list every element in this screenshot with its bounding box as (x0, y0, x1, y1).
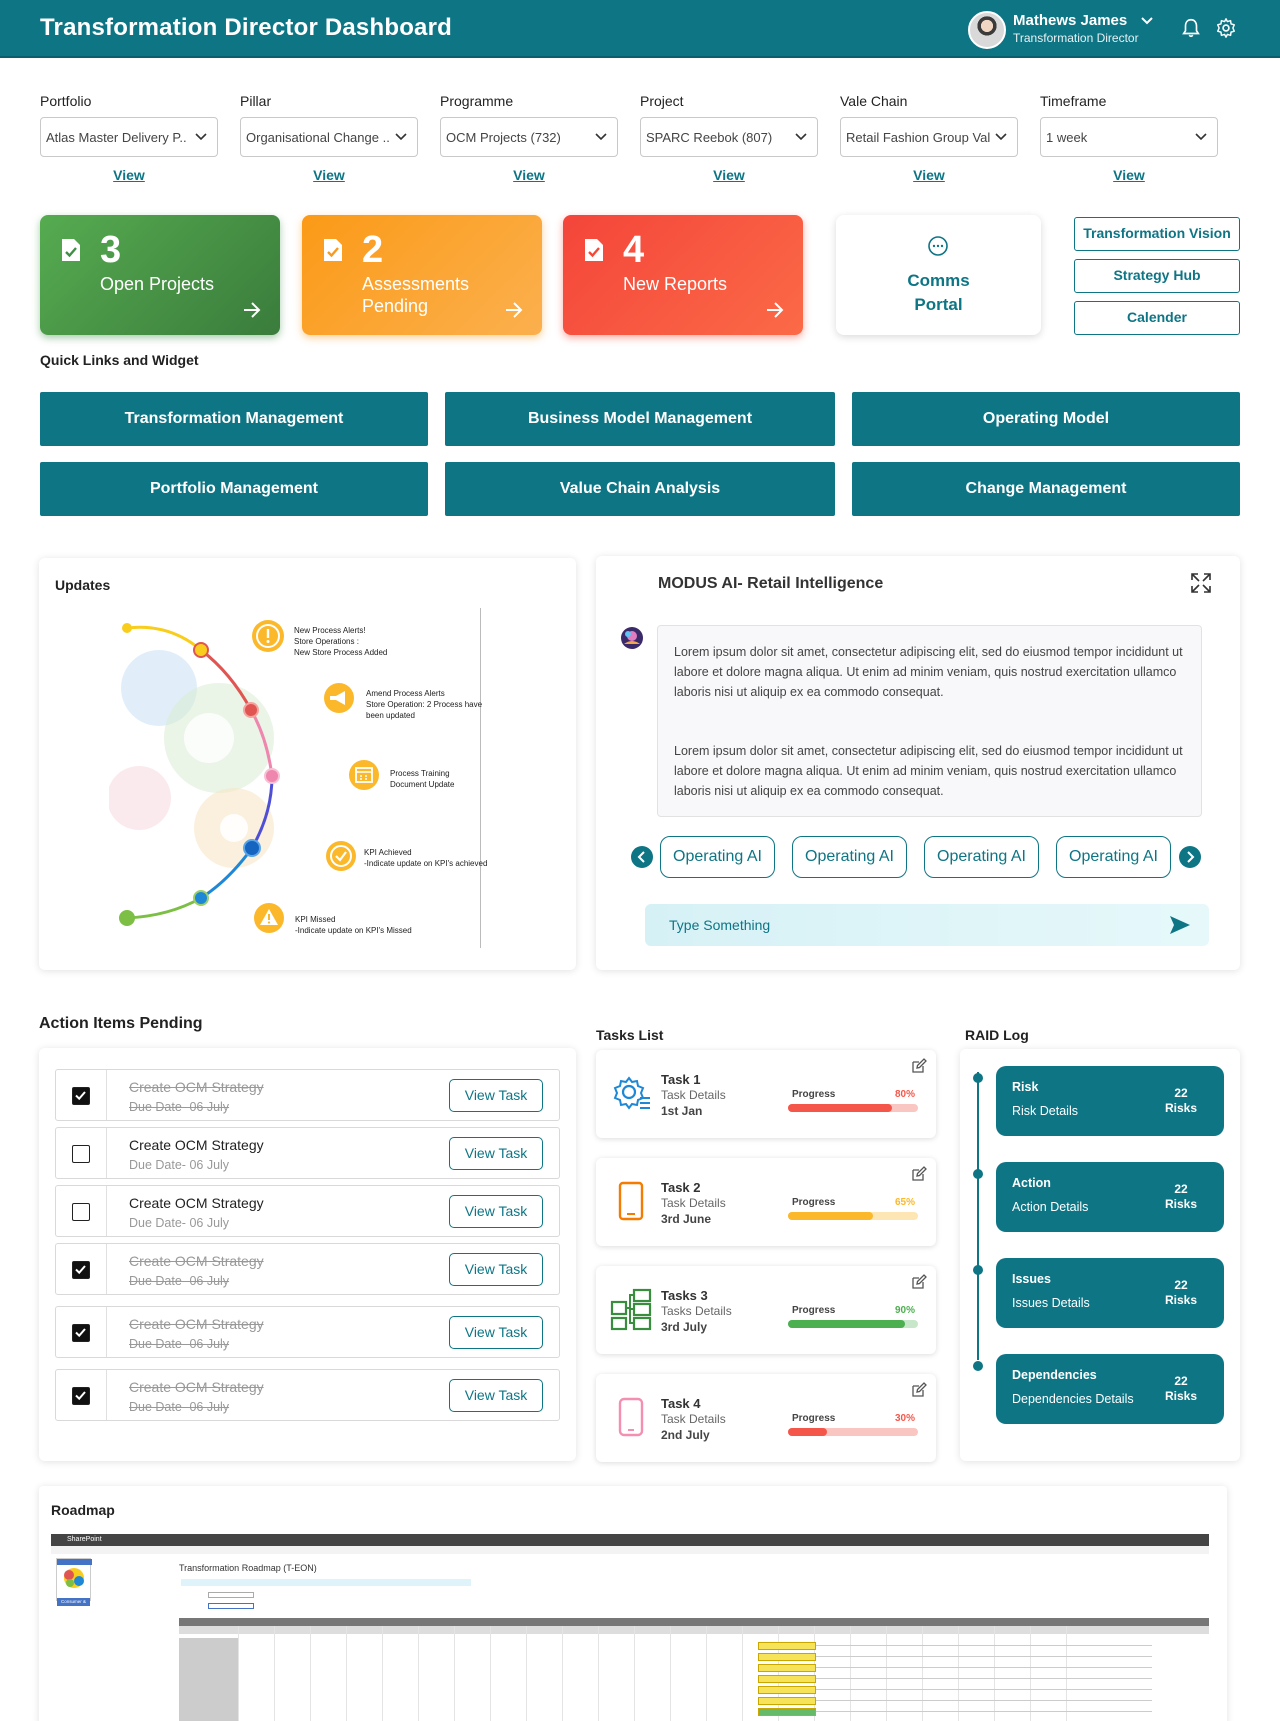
roadmap-task-bar[interactable] (758, 1686, 816, 1694)
updates-divider (480, 608, 481, 948)
filter-select[interactable] (1040, 117, 1218, 157)
chevron-down-icon[interactable] (1140, 14, 1154, 28)
document-check-icon (583, 237, 605, 263)
action-item-checkbox[interactable] (72, 1387, 90, 1405)
view-task-button[interactable]: View Task (449, 1253, 543, 1286)
roadmap-task-bar[interactable] (758, 1642, 816, 1650)
roadmap-grid-line (850, 1626, 851, 1721)
roadmap-row-line (816, 1645, 1152, 1646)
task-name: Task 2 (661, 1180, 701, 1195)
progress-bar (788, 1104, 918, 1112)
action-item-due-date: Due Date- 06 July (129, 1158, 230, 1172)
filter-view-link[interactable]: View (713, 167, 745, 183)
action-item-checkbox[interactable] (72, 1261, 90, 1279)
filter-value: SPARC Reebok (807) (646, 130, 773, 145)
row-divider (106, 1128, 107, 1178)
raid-details: Issues Details (1012, 1296, 1090, 1310)
quick-link-operating-model[interactable]: Operating Model (852, 392, 1240, 446)
action-item-title: Create OCM Strategy (129, 1316, 264, 1332)
task-card[interactable] (596, 1050, 936, 1138)
filter-select[interactable] (40, 117, 218, 157)
progress-percent: 90% (894, 1305, 915, 1316)
progress-bar (788, 1428, 918, 1436)
ai-panel-title: MODUS AI- Retail Intelligence (658, 575, 884, 592)
calendar-icon (347, 758, 381, 792)
action-item-checkbox[interactable] (72, 1087, 90, 1105)
filter-label: Timeframe (1040, 93, 1107, 109)
roadmap-grid-line (454, 1626, 455, 1721)
action-item-row (55, 1185, 560, 1237)
roadmap-grid-line (958, 1626, 959, 1721)
filter-label: Project (640, 93, 684, 109)
filter-select[interactable] (640, 117, 818, 157)
phone-icon (610, 1396, 652, 1443)
task-details: Task Details (661, 1196, 726, 1210)
task-details: Tasks Details (661, 1304, 732, 1318)
chevron-down-icon (195, 132, 207, 142)
progress-bar (788, 1212, 918, 1220)
action-item-checkbox[interactable] (72, 1145, 90, 1163)
user-name[interactable]: Mathews James (1013, 12, 1128, 29)
filter-value: Organisational Change .. (246, 130, 390, 145)
raid-details: Action Details (1012, 1200, 1089, 1214)
filter-value: 1 week (1046, 130, 1088, 145)
action-item-title: Create OCM Strategy (129, 1195, 264, 1211)
calender-button[interactable]: Calender (1074, 301, 1240, 335)
quick-link-value-chain-analysis[interactable]: Value Chain Analysis (445, 462, 835, 516)
roadmap-task-bar[interactable] (758, 1675, 816, 1683)
page-title: Transformation Director Dashboard (40, 14, 453, 41)
update-item-2[interactable]: Amend Process Alerts Store Operation: 2 Process have been updated (366, 689, 483, 720)
edit-icon[interactable] (911, 1058, 927, 1074)
send-icon[interactable] (1168, 914, 1192, 936)
roadmap-row-line (816, 1656, 1152, 1657)
new-reports-card[interactable] (563, 215, 803, 335)
document-check-icon (322, 237, 344, 263)
filter-select[interactable] (240, 117, 418, 157)
raid-log-title: RAID Log (965, 1027, 1029, 1043)
open-projects-card[interactable] (40, 215, 280, 335)
roadmap-grid-line (886, 1626, 887, 1721)
checkmark-icon (73, 1388, 88, 1403)
roadmap-row-label (179, 1638, 238, 1721)
roadmap-row-line (816, 1700, 1152, 1701)
raid-count: 22 Risks (1164, 1374, 1198, 1403)
tasks-list-title: Tasks List (596, 1027, 664, 1043)
chevron-down-icon (1195, 132, 1207, 142)
roadmap-title: Roadmap (51, 1502, 115, 1518)
arrow-right-icon (504, 301, 524, 319)
update-item-1[interactable]: New Process Alerts! Store Operations : New Store Process Added (294, 626, 388, 657)
assessments-label: Assessments Pending (362, 274, 470, 316)
raid-card-action[interactable] (996, 1162, 1224, 1232)
updates-title: Updates (55, 577, 111, 593)
roadmap-grid-line (274, 1626, 275, 1721)
roadmap-logo-icon (57, 1559, 92, 1593)
action-item-title: Create OCM Strategy (129, 1379, 264, 1395)
progress-fill (788, 1104, 892, 1112)
roadmap-grid-line (994, 1626, 995, 1721)
chevron-down-icon (795, 132, 807, 142)
roadmap-grid-line (526, 1626, 527, 1721)
operating-ai-chip[interactable]: Operating AI (660, 836, 775, 878)
filter-view-link[interactable]: View (313, 167, 345, 183)
action-item-title: Create OCM Strategy (129, 1137, 264, 1153)
action-item-row (55, 1369, 560, 1421)
ai-message: Lorem ipsum dolor sit amet, consectetur adipiscing elit, sed do eiusmod tempor incididunt ut labore et dolore magna aliqua. Ut enim ad minim veniam, quis nostrud exercitation ullamco laboris nisi ut aliquip ex ea commodo consequat. (674, 645, 1183, 699)
document-check-icon (60, 237, 82, 263)
action-item-due-date: Due Date- 06 July (129, 1400, 230, 1414)
progress-label: Progress (792, 1305, 836, 1316)
roadmap-row-line (816, 1689, 1152, 1690)
roadmap-grid-line (634, 1626, 635, 1721)
raid-card-risk[interactable] (996, 1066, 1224, 1136)
hierarchy-icon (610, 1288, 654, 1337)
action-item-due-date: Due Date- 06 July (129, 1216, 230, 1230)
view-task-button[interactable]: View Task (449, 1195, 543, 1228)
roadmap-grid-line (418, 1626, 419, 1721)
task-card[interactable] (596, 1266, 936, 1354)
edit-icon[interactable] (911, 1166, 927, 1182)
action-item-checkbox[interactable] (72, 1203, 90, 1221)
action-item-row (55, 1127, 560, 1179)
filter-select[interactable] (840, 117, 1018, 157)
row-divider (106, 1307, 107, 1357)
chevron-down-icon (995, 132, 1007, 142)
ai-chat-input[interactable]: Type Something (645, 904, 1209, 946)
filter-value: OCM Projects (732) (446, 130, 561, 145)
action-item-due-date: Due Date- 06 July (129, 1274, 230, 1288)
view-task-button[interactable]: View Task (449, 1379, 543, 1412)
task-date: 3rd June (661, 1212, 712, 1226)
raid-count: 22 Risks (1164, 1182, 1198, 1211)
action-item-due-date: Due Date- 06 July (129, 1337, 230, 1351)
view-task-button[interactable]: View Task (449, 1137, 543, 1170)
progress-label: Progress (792, 1197, 836, 1208)
raid-details: Risk Details (1012, 1104, 1078, 1118)
quick-links-title: Quick Links and Widget (40, 352, 199, 368)
operating-ai-chip[interactable]: Operating AI (924, 836, 1039, 878)
open-projects-label: Open Projects (100, 274, 215, 294)
progress-bar (788, 1320, 918, 1328)
roadmap-task-bar[interactable] (758, 1664, 816, 1672)
task-details: Task Details (661, 1412, 726, 1426)
quick-link-business-model-management[interactable]: Business Model Management (445, 392, 835, 446)
megaphone-icon (322, 681, 356, 715)
roadmap-task-bar[interactable] (758, 1653, 816, 1661)
roadmap-grid-line (814, 1626, 815, 1721)
action-item-title: Create OCM Strategy (129, 1253, 264, 1269)
strategy-hub-button[interactable]: Strategy Hub (1074, 259, 1240, 293)
roadmap-grid-line (1030, 1626, 1031, 1721)
raid-card-dependencies[interactable] (996, 1354, 1224, 1424)
roadmap-grid-line (238, 1626, 239, 1721)
gear-flow-icon (610, 1072, 652, 1119)
task-date: 3rd July (661, 1320, 708, 1334)
ai-avatar-icon (620, 626, 644, 650)
roadmap-task-bar[interactable] (758, 1708, 816, 1716)
roadmap-grid-line (706, 1626, 707, 1721)
bell-icon[interactable] (1180, 17, 1202, 39)
raid-count: 22 Risks (1164, 1086, 1198, 1115)
expand-icon[interactable] (1190, 572, 1212, 594)
roadmap-grid-line (562, 1626, 563, 1721)
progress-percent: 65% (894, 1197, 915, 1208)
action-item-due-date: Due Date- 06 July (129, 1100, 230, 1114)
action-item-row (55, 1069, 560, 1121)
roadmap-category-select[interactable] (208, 1603, 254, 1609)
checkmark-icon (73, 1262, 88, 1277)
roadmap-grid-line (922, 1626, 923, 1721)
action-item-row (55, 1243, 560, 1295)
chips-next-button[interactable] (1179, 846, 1201, 868)
action-item-checkbox[interactable] (72, 1324, 90, 1342)
task-name: Tasks 3 (661, 1288, 708, 1303)
operating-ai-chip[interactable]: Operating AI (792, 836, 907, 878)
ai-message: Lorem ipsum dolor sit amet, consectetur adipiscing elit, sed do eiusmod tempor incididunt ut labore et dolore magna aliqua. Ut enim ad minim veniam, quis nostrud exercitation ullamco laboris nisi ut aliquip ex ea commodo consequat. (674, 744, 1183, 798)
roadmap-info-bar (181, 1579, 471, 1586)
progress-fill (788, 1428, 827, 1436)
chat-bubble-icon (927, 235, 949, 257)
progress-fill (788, 1212, 873, 1220)
progress-percent: 80% (894, 1089, 915, 1100)
raid-timeline-dot (973, 1361, 983, 1371)
roadmap-grid-line (310, 1626, 311, 1721)
roadmap-grid-line (346, 1626, 347, 1721)
raid-timeline-dot (973, 1169, 983, 1179)
tablet-icon (610, 1180, 652, 1227)
avatar[interactable] (968, 11, 1006, 49)
filter-view-link[interactable]: View (1113, 167, 1145, 183)
roadmap-row-line (816, 1678, 1152, 1679)
roadmap-logo: Consumer & Retail (56, 1558, 91, 1601)
chevron-left-icon (631, 846, 653, 868)
action-item-row (55, 1306, 560, 1358)
filter-view-link[interactable]: View (113, 167, 145, 183)
filter-label: Pillar (240, 93, 272, 109)
chevron-down-icon (395, 132, 407, 142)
row-divider (106, 1370, 107, 1420)
roadmap-year-row (179, 1618, 1209, 1626)
task-details: Task Details (661, 1088, 726, 1102)
progress-fill (788, 1320, 905, 1328)
task-date: 1st Jan (661, 1104, 703, 1118)
assessments-count: 2 (362, 229, 384, 271)
update-item-4[interactable]: KPI Achieved -Indicate update on KPI's achieved (364, 848, 488, 868)
comms-portal-card[interactable] (836, 215, 1041, 335)
roadmap-ribbon (51, 1546, 1209, 1554)
raid-name: Dependencies (1012, 1368, 1097, 1382)
top-header (0, 0, 1280, 58)
filter-value: Retail Fashion Group Val (846, 130, 991, 145)
update-item-5[interactable]: KPI Missed -Indicate update on KPI's Missed (295, 915, 412, 935)
roadmap-grid-line (742, 1626, 743, 1721)
task-name: Task 4 (661, 1396, 701, 1411)
task-date: 2nd July (661, 1428, 710, 1442)
task-card[interactable] (596, 1158, 936, 1246)
action-items-title: Action Items Pending (39, 1015, 203, 1032)
progress-label: Progress (792, 1413, 836, 1424)
filter-label: Portfolio (40, 93, 92, 109)
alert-icon (250, 618, 286, 654)
raid-name: Action (1012, 1176, 1051, 1190)
raid-name: Risk (1012, 1080, 1039, 1094)
row-divider (106, 1070, 107, 1120)
warning-icon (252, 901, 286, 935)
filter-select[interactable] (440, 117, 618, 157)
raid-card-issues[interactable] (996, 1258, 1224, 1328)
user-role: Transformation Director (1013, 31, 1139, 45)
checkmark-icon (73, 1088, 88, 1103)
chevron-right-icon (1179, 846, 1201, 868)
comms-portal-label: Comms Portal (907, 271, 970, 314)
update-item-3[interactable]: Process Training Document Update (390, 769, 455, 789)
assessments-pending-card[interactable] (302, 215, 542, 335)
view-task-button[interactable]: View Task (449, 1316, 543, 1349)
raid-timeline-line (977, 1072, 979, 1360)
arrow-right-icon (242, 301, 262, 319)
progress-percent: 30% (894, 1413, 915, 1424)
roadmap-row-line (816, 1711, 1152, 1712)
filter-view-link[interactable]: View (913, 167, 945, 183)
raid-count: 22 Risks (1164, 1278, 1198, 1307)
checkmark-icon (73, 1325, 88, 1340)
raid-details: Dependencies Details (1012, 1392, 1134, 1406)
updates-panel (39, 558, 576, 970)
roadmap-heading: Transformation Roadmap (T-EON) (179, 1563, 317, 1573)
view-task-button[interactable]: View Task (449, 1079, 543, 1112)
roadmap-grid-line (670, 1626, 671, 1721)
gear-icon[interactable] (1215, 17, 1237, 39)
transformation-vision-button[interactable]: Transformation Vision (1074, 217, 1240, 251)
roadmap-grid-line (382, 1626, 383, 1721)
new-reports-count: 4 (623, 229, 645, 271)
row-divider (106, 1186, 107, 1236)
roadmap-portfolio-select[interactable] (208, 1592, 254, 1598)
progress-label: Progress (792, 1089, 836, 1100)
roadmap-task-bar[interactable] (758, 1697, 816, 1705)
chips-prev-button[interactable] (631, 846, 653, 868)
quick-link-portfolio-management[interactable]: Portfolio Management (40, 462, 428, 516)
filter-value: Atlas Master Delivery P.. (46, 130, 187, 145)
arrow-right-icon (765, 301, 785, 319)
filter-view-link[interactable]: View (513, 167, 545, 183)
edit-icon[interactable] (911, 1382, 927, 1398)
ai-chat-messages (657, 625, 1202, 817)
roadmap-grid-line (1066, 1626, 1067, 1721)
open-projects-count: 3 (100, 229, 122, 271)
action-item-title: Create OCM Strategy (129, 1079, 264, 1095)
raid-timeline-dot (973, 1265, 983, 1275)
roadmap-app-bar: SharePoint (51, 1534, 1209, 1546)
quick-link-change-management[interactable]: Change Management (852, 462, 1240, 516)
operating-ai-chip[interactable]: Operating AI (1056, 836, 1171, 878)
roadmap-month-row (179, 1626, 1209, 1634)
filter-label: Programme (440, 93, 514, 109)
roadmap-row-line (816, 1667, 1152, 1668)
filter-label: Vale Chain (840, 93, 908, 109)
raid-name: Issues (1012, 1272, 1051, 1286)
task-name: Task 1 (661, 1072, 701, 1087)
roadmap-grid-line (598, 1626, 599, 1721)
check-badge-icon (324, 839, 358, 873)
edit-icon[interactable] (911, 1274, 927, 1290)
roadmap-grid-line (778, 1626, 779, 1721)
new-reports-label: New Reports (623, 274, 728, 294)
row-divider (106, 1244, 107, 1294)
quick-link-transformation-management[interactable]: Transformation Management (40, 392, 428, 446)
raid-timeline-dot (973, 1073, 983, 1083)
task-card[interactable] (596, 1374, 936, 1462)
roadmap-grid-line (490, 1626, 491, 1721)
chevron-down-icon (595, 132, 607, 142)
